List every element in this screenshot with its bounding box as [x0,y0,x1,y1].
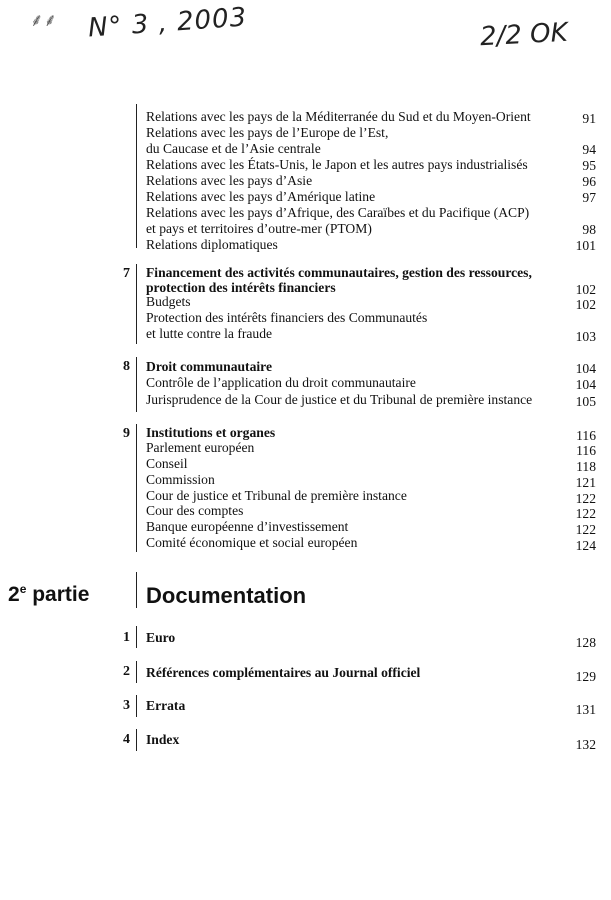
page-number: 121 [575,475,596,490]
page-number: 91 [582,111,596,126]
toc-rule-entry1 [136,626,137,648]
page-number: 116 [576,443,596,458]
section-title[interactable]: Droit communautaire [146,359,272,374]
entry-number: 4 [123,732,130,747]
toc-rule-entry4 [136,729,137,751]
page-number: 122 [575,491,596,506]
part-title[interactable]: Documentation [146,583,307,608]
toc-entry[interactable]: Commission [146,472,215,487]
entry-number: 2 [123,664,130,679]
entry-number: 1 [123,630,130,645]
toc-entry[interactable]: Relations avec les pays de l’Europe de l’Est, [146,125,389,140]
toc-entry[interactable]: Parlement européen [146,440,255,455]
page-number: 104 [575,377,596,392]
page-number: 132 [575,737,596,752]
handwritten-check-note: 2/2 OK [479,17,569,53]
page-number: 116 [576,428,596,443]
toc-entry[interactable]: Comité économique et social européen [146,535,358,550]
page-number: 105 [575,394,596,409]
toc-entry[interactable]: Relations avec les États-Unis, le Japon et les autres pays industrialisés [146,157,528,172]
page-number: 95 [582,158,596,173]
page-number: 98 [582,222,596,237]
handwritten-issue-number: N° 3 , 2003 [87,2,249,44]
toc-entry[interactable]: Cour de justice et Tribunal de première instance [146,488,407,503]
toc-entry[interactable]: Jurisprudence de la Cour de justice et du Tribunal de première instance [146,392,533,407]
section-title-cont[interactable]: protection des intérêts financiers [146,280,336,295]
section-title[interactable]: Financement des activités communautaires, gestion des ressources, [146,265,532,280]
part-label-word: partie [26,583,90,606]
toc-entry[interactable]: Relations avec les pays d’Afrique, des Caraïbes et du Pacifique (ACP) [146,205,530,220]
toc-rule-part2 [136,572,137,608]
toc-rule-section8 [136,357,137,412]
toc-rule-entry2 [136,661,137,683]
page-number: 104 [575,361,596,376]
toc-entry[interactable]: Relations avec les pays de la Méditerranée du Sud et du Moyen-Orient [146,109,531,124]
toc-entry[interactable]: du Caucase et de l’Asie centrale [146,141,321,156]
page-number: 103 [575,329,596,344]
entry-number: 3 [123,698,130,713]
page-number: 122 [575,506,596,521]
page-number: 128 [575,635,596,650]
toc-rule-section7 [136,264,137,344]
part-label [8,582,89,607]
page-number: 102 [575,282,596,297]
toc-entry[interactable]: et pays et territoires d’outre-mer (PTOM) [146,221,372,236]
section-title[interactable]: Institutions et organes [146,425,276,440]
page-number: 122 [575,522,596,537]
toc-entry[interactable]: Relations avec les pays d’Asie [146,173,313,188]
page-number: 102 [575,297,596,312]
part-label-superscript: e [19,582,27,596]
page-number: 131 [575,702,596,717]
toc-entry[interactable]: Index [146,732,180,747]
part-label-number: 2 [8,583,20,606]
toc-entry[interactable]: Banque européenne d’investissement [146,519,349,534]
section-number: 9 [123,426,130,441]
page-number: 94 [582,142,596,157]
page-number: 118 [576,459,596,474]
toc-entry[interactable]: Euro [146,630,176,645]
page-number: 124 [575,538,596,553]
scribble-mark: ⸙⸙ [30,10,57,30]
toc-entry[interactable]: Cour des comptes [146,503,244,518]
page-number: 101 [575,238,596,253]
page-number: 96 [582,174,596,189]
toc-rule-section6 [136,104,137,248]
section-number: 7 [123,266,130,281]
toc-entry[interactable]: et lutte contre la fraude [146,326,273,341]
toc-entry[interactable]: Budgets [146,294,191,309]
toc-entry[interactable]: Références complémentaires au Journal officiel [146,665,421,680]
page-number: 129 [575,669,596,684]
toc-entry[interactable]: Protection des intérêts financiers des Communautés [146,310,428,325]
toc-rule-entry3 [136,695,137,717]
section-number: 8 [123,359,130,374]
toc-entry[interactable]: Relations diplomatiques [146,237,278,252]
toc-entry[interactable]: Contrôle de l’application du droit communautaire [146,375,416,390]
toc-rule-section9 [136,424,137,552]
toc-entry[interactable]: Conseil [146,456,188,471]
toc-entry[interactable]: Relations avec les pays d’Amérique latine [146,189,376,204]
page-number: 97 [582,190,596,205]
toc-entry[interactable]: Errata [146,698,186,713]
